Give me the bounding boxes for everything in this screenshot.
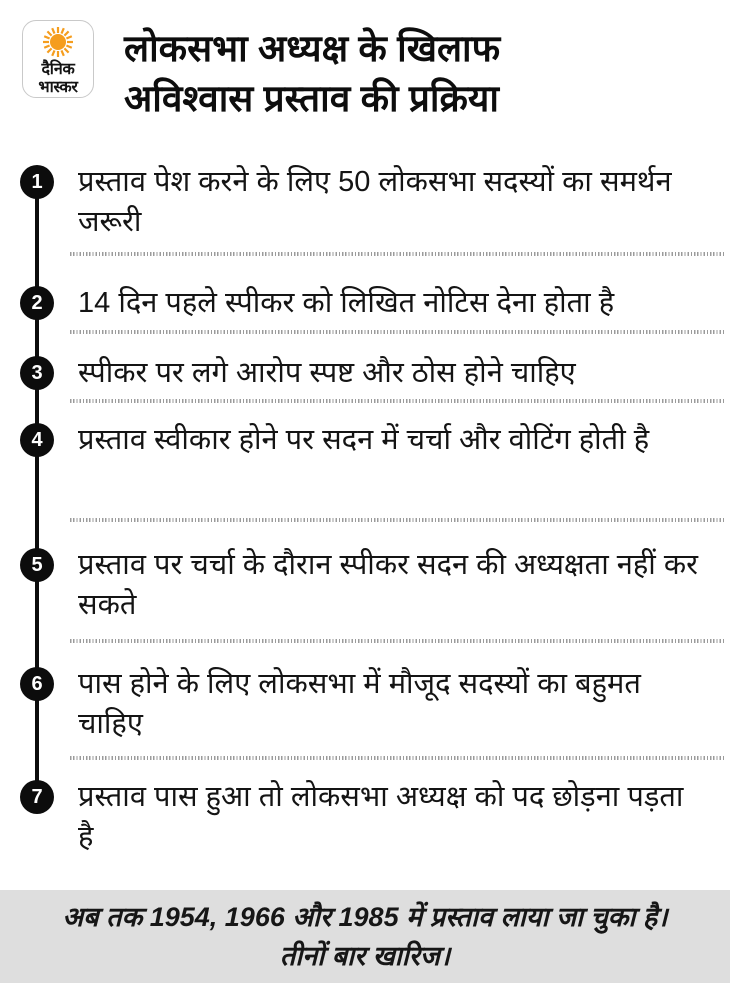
step-number-badge: 5 [20, 548, 54, 582]
footer-note-line2: तीनों बार खारिज। [279, 940, 451, 971]
step-text: प्रस्ताव स्वीकार होने पर सदन में चर्चा और वोटिंग होती है [78, 424, 650, 456]
step-number-badge: 4 [20, 423, 54, 457]
steps-list [0, 150, 730, 885]
step-text: 14 दिन पहले स्पीकर को लिखित नोटिस देना होता है [78, 287, 615, 319]
page-title-line2: अविश्वास प्रस्ताव की प्रक्रिया [124, 78, 499, 119]
step-number-badge: 2 [20, 286, 54, 320]
footer-note [0, 890, 730, 983]
sunburst-icon [41, 25, 75, 59]
step-text: स्पीकर पर लगे आरोप स्पष्ट और ठोस होने चाहिए [78, 357, 576, 389]
header [0, 0, 730, 150]
step-text: प्रस्ताव पर चर्चा के दौरान स्पीकर सदन की अध्यक्षता नहीं कर सकते [78, 549, 698, 621]
step-text: प्रस्ताव पेश करने के लिए 50 लोकसभा सदस्यों का समर्थन जरूरी [78, 166, 672, 238]
step-row-7 [0, 761, 730, 885]
step-text: पास होने के लिए लोकसभा में मौजूद सदस्यों का बहुमत चाहिए [78, 668, 641, 740]
step-number-badge: 1 [20, 165, 54, 199]
step-row-5 [0, 523, 730, 644]
step-row-3 [0, 335, 730, 404]
step-row-6 [0, 644, 730, 761]
brand-name-line1: दैनिक [41, 61, 75, 78]
page-title [124, 24, 500, 124]
step-text: प्रस्ताव पास हुआ तो लोकसभा अध्यक्ष को पद छोड़ना पड़ता है [78, 781, 684, 853]
brand-name-line2: भास्कर [38, 79, 78, 96]
step-number-badge: 6 [20, 667, 54, 701]
brand-logo [22, 20, 94, 98]
footer-note-line1: अब तक 1954, 1966 और 1985 में प्रस्ताव लाया जा चुका है। [62, 901, 668, 932]
step-row-2 [0, 257, 730, 335]
step-row-1 [0, 150, 730, 257]
step-number-badge: 7 [20, 780, 54, 814]
step-row-4 [0, 404, 730, 523]
page-title-line1: लोकसभा अध्यक्ष के खिलाफ [124, 28, 501, 69]
step-number-badge: 3 [20, 356, 54, 390]
